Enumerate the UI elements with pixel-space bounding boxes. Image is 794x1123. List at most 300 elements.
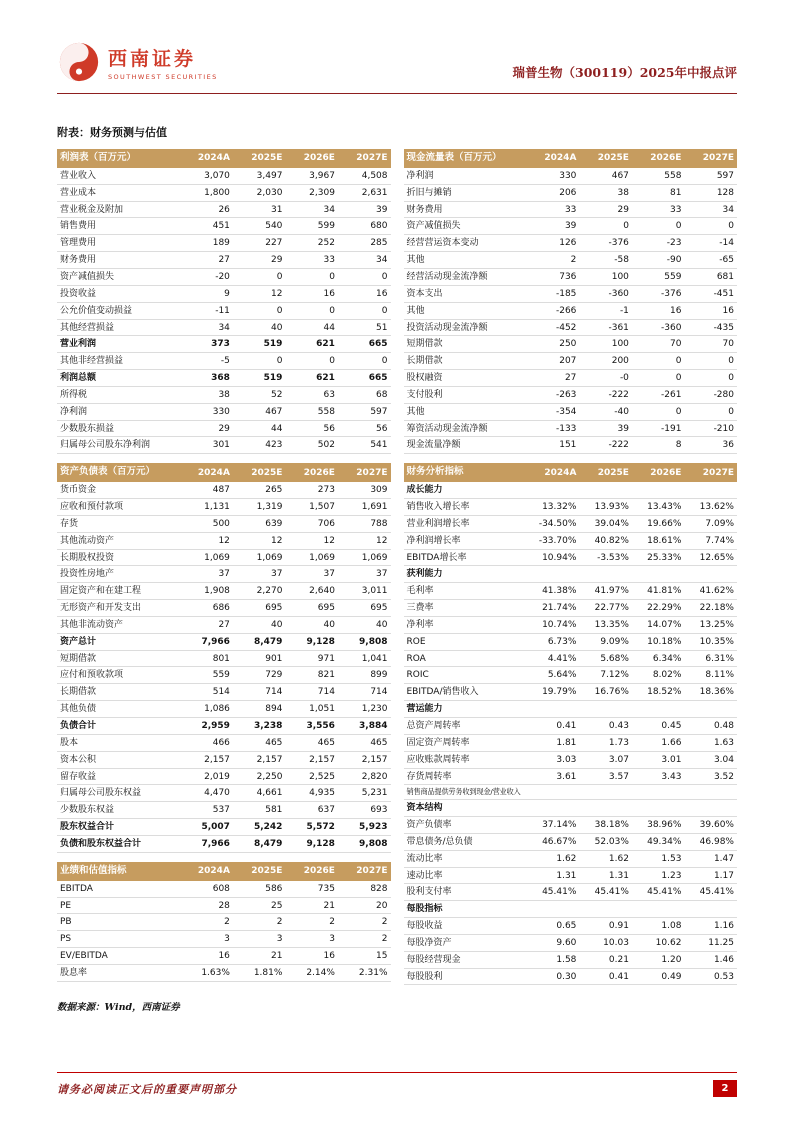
row-label: 获利能力: [404, 566, 527, 583]
cell-value: 3,238: [233, 718, 286, 735]
cell-value: 13.32%: [527, 499, 580, 516]
table-row: [57, 420, 391, 437]
cell-value: 2: [338, 931, 391, 948]
cell-value: 207: [527, 353, 580, 370]
table-row: [404, 633, 738, 650]
cell-value: 68: [338, 386, 391, 403]
cell-value: 37: [285, 566, 338, 583]
cell-value: 9.60: [527, 934, 580, 951]
report-title: 瑞普生物（300119）2025年中报点评: [512, 65, 737, 80]
cell-value: 1.58: [527, 951, 580, 968]
footer-row: [57, 1080, 737, 1097]
cell-value: 70: [684, 336, 737, 353]
cell-value: 1.16: [684, 918, 737, 935]
row-label: 资本支出: [404, 285, 527, 302]
cell-value: 519: [233, 336, 286, 353]
cell-value: 2,157: [338, 751, 391, 768]
cell-value: 0: [684, 218, 737, 235]
cell-value: 3,011: [338, 583, 391, 600]
row-label: 总资产周转率: [404, 718, 527, 735]
cell-value: 0: [285, 268, 338, 285]
cell-value: 465: [233, 734, 286, 751]
cell-value: 265: [233, 482, 286, 498]
cell-value: -185: [527, 285, 580, 302]
cell-value: 7.74%: [684, 532, 737, 549]
logo-text: [108, 44, 218, 81]
cell-value: -58: [579, 252, 632, 269]
cell-value: 736: [527, 268, 580, 285]
cell-value: -90: [632, 252, 685, 269]
cell-value: 3.04: [684, 751, 737, 768]
table-row: [404, 386, 738, 403]
cell-value: 1.31: [579, 867, 632, 884]
cell-value: 0: [233, 353, 286, 370]
cell-value: 1,131: [180, 499, 233, 516]
cell-value: [527, 901, 580, 918]
table-row: [404, 218, 738, 235]
cell-value: 4,661: [233, 785, 286, 802]
cell-value: 0: [632, 218, 685, 235]
cell-value: 10.62: [632, 934, 685, 951]
table-header-row: [404, 463, 738, 482]
cell-value: 8.02%: [632, 667, 685, 684]
logo-swirl-icon: [57, 40, 101, 84]
cell-value: 693: [338, 802, 391, 819]
table-row: [404, 616, 738, 633]
row-label: 每股经营现金: [404, 951, 527, 968]
cell-value: -222: [579, 437, 632, 454]
table-row: [57, 549, 391, 566]
cell-value: 37: [233, 566, 286, 583]
cell-value: 0: [338, 353, 391, 370]
table-row: [404, 968, 738, 985]
row-label: 所得税: [57, 386, 180, 403]
row-label: 其他经营损益: [57, 319, 180, 336]
row-label: 其他: [404, 302, 527, 319]
cell-value: 2: [233, 914, 286, 931]
row-label: 净利率: [404, 616, 527, 633]
table-title: 业绩和估值指标: [57, 862, 180, 881]
cell-value: 13.25%: [684, 616, 737, 633]
cell-value: -11: [180, 302, 233, 319]
row-label: EBITDA: [57, 881, 180, 897]
row-label: 营业成本: [57, 184, 180, 201]
table-row: [57, 881, 391, 897]
row-label: 其他非流动资产: [57, 616, 180, 633]
cell-value: 487: [180, 482, 233, 498]
tables-grid: [57, 149, 737, 985]
cell-value: 714: [338, 684, 391, 701]
row-label: 负债合计: [57, 718, 180, 735]
cell-value: 4,508: [338, 168, 391, 184]
cell-value: 3.07: [579, 751, 632, 768]
row-label: 存货: [57, 515, 180, 532]
cell-value: 714: [233, 684, 286, 701]
table-row: [404, 168, 738, 184]
cell-value: 1.63: [684, 734, 737, 751]
cell-value: 31: [233, 201, 286, 218]
cell-value: 1.31: [527, 867, 580, 884]
cell-value: [579, 482, 632, 498]
cell-value: 1,086: [180, 701, 233, 718]
cell-value: [579, 566, 632, 583]
column-header: 2024A: [180, 862, 233, 881]
cell-value: 1.81: [527, 734, 580, 751]
cell-value: 5,242: [233, 819, 286, 836]
cell-value: -361: [579, 319, 632, 336]
row-label: 每股净资产: [404, 934, 527, 951]
data-source-note: 数据来源：Wind，西南证券: [57, 1002, 180, 1014]
cell-value: 3: [285, 931, 338, 948]
cell-value: [684, 785, 737, 800]
cell-value: 0: [632, 370, 685, 387]
cell-value: 2,270: [233, 583, 286, 600]
table-row: [404, 184, 738, 201]
table-row: [57, 515, 391, 532]
row-label: 利润总额: [57, 370, 180, 387]
cell-value: 33: [527, 201, 580, 218]
cell-value: -14: [684, 235, 737, 252]
cell-value: 1,069: [285, 549, 338, 566]
table-row: [57, 835, 391, 852]
row-label: 营业利润增长率: [404, 515, 527, 532]
cell-value: -0: [579, 370, 632, 387]
table-row: [57, 302, 391, 319]
cell-value: 3: [233, 931, 286, 948]
row-label: 流动比率: [404, 850, 527, 867]
cell-value: 801: [180, 650, 233, 667]
cell-value: 151: [527, 437, 580, 454]
cell-value: 7.12%: [579, 667, 632, 684]
cashflow-statement-table: [404, 149, 738, 454]
cell-value: 18.61%: [632, 532, 685, 549]
cell-value: 8: [632, 437, 685, 454]
cell-value: 29: [180, 420, 233, 437]
cell-value: 597: [684, 168, 737, 184]
column-header: 2026E: [632, 463, 685, 482]
cell-value: 2,959: [180, 718, 233, 735]
table-row: [57, 403, 391, 420]
cell-value: 39.04%: [579, 515, 632, 532]
table-row: [404, 884, 738, 901]
cell-value: 18.36%: [684, 684, 737, 701]
section-row: [404, 701, 738, 718]
row-label: 其他: [404, 403, 527, 420]
cell-value: [527, 701, 580, 718]
cell-value: 250: [527, 336, 580, 353]
cell-value: 45.41%: [579, 884, 632, 901]
cell-value: [684, 800, 737, 817]
row-label: 长期借款: [57, 684, 180, 701]
cell-value: 0.21: [579, 951, 632, 968]
cell-value: 16: [285, 948, 338, 965]
cell-value: 3.43: [632, 768, 685, 785]
cell-value: 3.52: [684, 768, 737, 785]
cell-value: 49.34%: [632, 833, 685, 850]
cell-value: 45.41%: [684, 884, 737, 901]
cell-value: 2,820: [338, 768, 391, 785]
cell-value: 1.62: [579, 850, 632, 867]
table-row: [404, 319, 738, 336]
cell-value: 16: [338, 285, 391, 302]
cell-value: -266: [527, 302, 580, 319]
cell-value: 0: [684, 403, 737, 420]
cell-value: 2,157: [285, 751, 338, 768]
cell-value: 9: [180, 285, 233, 302]
row-label: 支付股利: [404, 386, 527, 403]
cell-value: 514: [180, 684, 233, 701]
cell-value: [579, 800, 632, 817]
cell-value: 52.03%: [579, 833, 632, 850]
brand-name-en: SOUTHWEST SECURITIES: [108, 72, 218, 81]
row-label: 经营活动现金流净额: [404, 268, 527, 285]
cell-value: 38: [180, 386, 233, 403]
cell-value: 52: [233, 386, 286, 403]
table-row: [57, 701, 391, 718]
section-row: [404, 901, 738, 918]
cell-value: 34: [180, 319, 233, 336]
balance-sheet-table: [57, 463, 391, 852]
table-row: [404, 515, 738, 532]
row-label: 每股股利: [404, 968, 527, 985]
cell-value: 16: [632, 302, 685, 319]
cell-value: [579, 785, 632, 800]
cell-value: 128: [684, 184, 737, 201]
cell-value: 26: [180, 201, 233, 218]
cell-value: 519: [233, 370, 286, 387]
table-row: [57, 285, 391, 302]
cell-value: 56: [285, 420, 338, 437]
row-label: ROIC: [404, 667, 527, 684]
cell-value: 0.53: [684, 968, 737, 985]
cell-value: 0.45: [632, 718, 685, 735]
cell-value: 27: [527, 370, 580, 387]
cell-value: 20: [338, 897, 391, 914]
table-row: [404, 833, 738, 850]
cell-value: [684, 701, 737, 718]
cell-value: 3: [180, 931, 233, 948]
cell-value: 828: [338, 881, 391, 897]
cell-value: 44: [233, 420, 286, 437]
cell-value: -1: [579, 302, 632, 319]
row-label: 资产负债率: [404, 817, 527, 834]
table-row: [404, 201, 738, 218]
column-header: 2027E: [338, 149, 391, 168]
row-label: 应收账款周转率: [404, 751, 527, 768]
row-label: 投资收益: [57, 285, 180, 302]
cell-value: 706: [285, 515, 338, 532]
cell-value: 19.66%: [632, 515, 685, 532]
cell-value: 40: [233, 319, 286, 336]
cell-value: 126: [527, 235, 580, 252]
cell-value: 901: [233, 650, 286, 667]
cell-value: 2,030: [233, 184, 286, 201]
cell-value: -20: [180, 268, 233, 285]
cell-value: 695: [285, 600, 338, 617]
cell-value: 3.01: [632, 751, 685, 768]
row-label: 资本公积: [57, 751, 180, 768]
cell-value: 540: [233, 218, 286, 235]
row-label: 营运能力: [404, 701, 527, 718]
cell-value: 309: [338, 482, 391, 498]
row-label: 无形资产和开发支出: [57, 600, 180, 617]
cell-value: 1.08: [632, 918, 685, 935]
cell-value: 0.43: [579, 718, 632, 735]
cell-value: 29: [579, 201, 632, 218]
cell-value: -263: [527, 386, 580, 403]
cell-value: 39: [338, 201, 391, 218]
cell-value: 38: [579, 184, 632, 201]
cell-value: 63: [285, 386, 338, 403]
cell-value: 2,019: [180, 768, 233, 785]
cell-value: 41.62%: [684, 583, 737, 600]
cell-value: 686: [180, 600, 233, 617]
cell-value: 0: [338, 302, 391, 319]
table-row: [404, 268, 738, 285]
row-label: 股权融资: [404, 370, 527, 387]
cell-value: [527, 785, 580, 800]
column-header: 2027E: [338, 463, 391, 482]
cell-value: 27: [180, 252, 233, 269]
table-row: [404, 600, 738, 617]
table-row: [57, 718, 391, 735]
row-label: 应收和预付款项: [57, 499, 180, 516]
cell-value: 0.91: [579, 918, 632, 935]
cell-value: 46.98%: [684, 833, 737, 850]
cell-value: 5.64%: [527, 667, 580, 684]
row-label: 投资性房地产: [57, 566, 180, 583]
table-row: [57, 684, 391, 701]
cell-value: 16.76%: [579, 684, 632, 701]
cell-value: 1,069: [338, 549, 391, 566]
section-row: [404, 482, 738, 498]
cell-value: 100: [579, 336, 632, 353]
cell-value: 41.97%: [579, 583, 632, 600]
cell-value: 2.14%: [285, 964, 338, 981]
cell-value: 0: [285, 302, 338, 319]
cell-value: 2,525: [285, 768, 338, 785]
column-header: 2025E: [579, 149, 632, 168]
cell-value: 4.41%: [527, 650, 580, 667]
cell-value: 1.20: [632, 951, 685, 968]
table-row: [404, 532, 738, 549]
table-row: [404, 667, 738, 684]
table-row: [57, 583, 391, 600]
cell-value: 34: [338, 252, 391, 269]
cell-value: 39.60%: [684, 817, 737, 834]
cell-value: 0: [684, 353, 737, 370]
row-label: 营业利润: [57, 336, 180, 353]
row-label: 管理费用: [57, 235, 180, 252]
row-label: 短期借款: [404, 336, 527, 353]
row-label: 经营营运资本变动: [404, 235, 527, 252]
table-row: [57, 319, 391, 336]
cell-value: 81: [632, 184, 685, 201]
cell-value: 899: [338, 667, 391, 684]
cell-value: 1.46: [684, 951, 737, 968]
row-label: 速动比率: [404, 867, 527, 884]
row-label: 净利润增长率: [404, 532, 527, 549]
cell-value: 41.81%: [632, 583, 685, 600]
cell-value: 9,808: [338, 633, 391, 650]
cell-value: 33: [632, 201, 685, 218]
cell-value: 695: [338, 600, 391, 617]
cell-value: 252: [285, 235, 338, 252]
table-row: [57, 785, 391, 802]
cell-value: 467: [579, 168, 632, 184]
cell-value: 11.25: [684, 934, 737, 951]
cell-value: 465: [338, 734, 391, 751]
cell-value: 27: [180, 616, 233, 633]
cell-value: 22.18%: [684, 600, 737, 617]
cell-value: -5: [180, 353, 233, 370]
cell-value: 1.66: [632, 734, 685, 751]
cell-value: 368: [180, 370, 233, 387]
row-label: 少数股东损益: [57, 420, 180, 437]
cell-value: 1.62: [527, 850, 580, 867]
cell-value: 12: [233, 285, 286, 302]
cell-value: [527, 800, 580, 817]
table-row: [57, 437, 391, 454]
cell-value: 559: [632, 268, 685, 285]
cell-value: 0: [338, 268, 391, 285]
table-row: [57, 897, 391, 914]
cell-value: 1,507: [285, 499, 338, 516]
table-row: [57, 482, 391, 498]
brand-name-cn: 西南证券: [108, 47, 197, 70]
table-row: [404, 252, 738, 269]
row-label: 财务费用: [57, 252, 180, 269]
cell-value: 3,556: [285, 718, 338, 735]
cell-value: 2: [338, 914, 391, 931]
cell-value: 285: [338, 235, 391, 252]
table-row: [57, 235, 391, 252]
table-row: [404, 370, 738, 387]
cell-value: 200: [579, 353, 632, 370]
cell-value: 537: [180, 802, 233, 819]
table-row: [404, 650, 738, 667]
column-header: 2025E: [233, 463, 286, 482]
cell-value: 9,808: [338, 835, 391, 852]
cell-value: 13.93%: [579, 499, 632, 516]
cell-value: 12: [338, 532, 391, 549]
cell-value: -435: [684, 319, 737, 336]
row-label: 筹资活动现金流净额: [404, 420, 527, 437]
cell-value: 36: [684, 437, 737, 454]
column-header: 2026E: [632, 149, 685, 168]
cell-value: 28: [180, 897, 233, 914]
cell-value: 821: [285, 667, 338, 684]
cell-value: 2,631: [338, 184, 391, 201]
cell-value: 1.47: [684, 850, 737, 867]
cell-value: 9,128: [285, 835, 338, 852]
table-row: [404, 285, 738, 302]
cell-value: 695: [233, 600, 286, 617]
column-header: 2026E: [285, 862, 338, 881]
row-label: 存货周转率: [404, 768, 527, 785]
table-row: [404, 684, 738, 701]
cell-value: 12: [180, 532, 233, 549]
cell-value: 2.31%: [338, 964, 391, 981]
cell-value: [632, 901, 685, 918]
table-row: [404, 850, 738, 867]
cell-value: 4,470: [180, 785, 233, 802]
cell-value: 1,908: [180, 583, 233, 600]
cell-value: 373: [180, 336, 233, 353]
cell-value: 12: [285, 532, 338, 549]
table-row: [57, 268, 391, 285]
cell-value: 0: [233, 268, 286, 285]
